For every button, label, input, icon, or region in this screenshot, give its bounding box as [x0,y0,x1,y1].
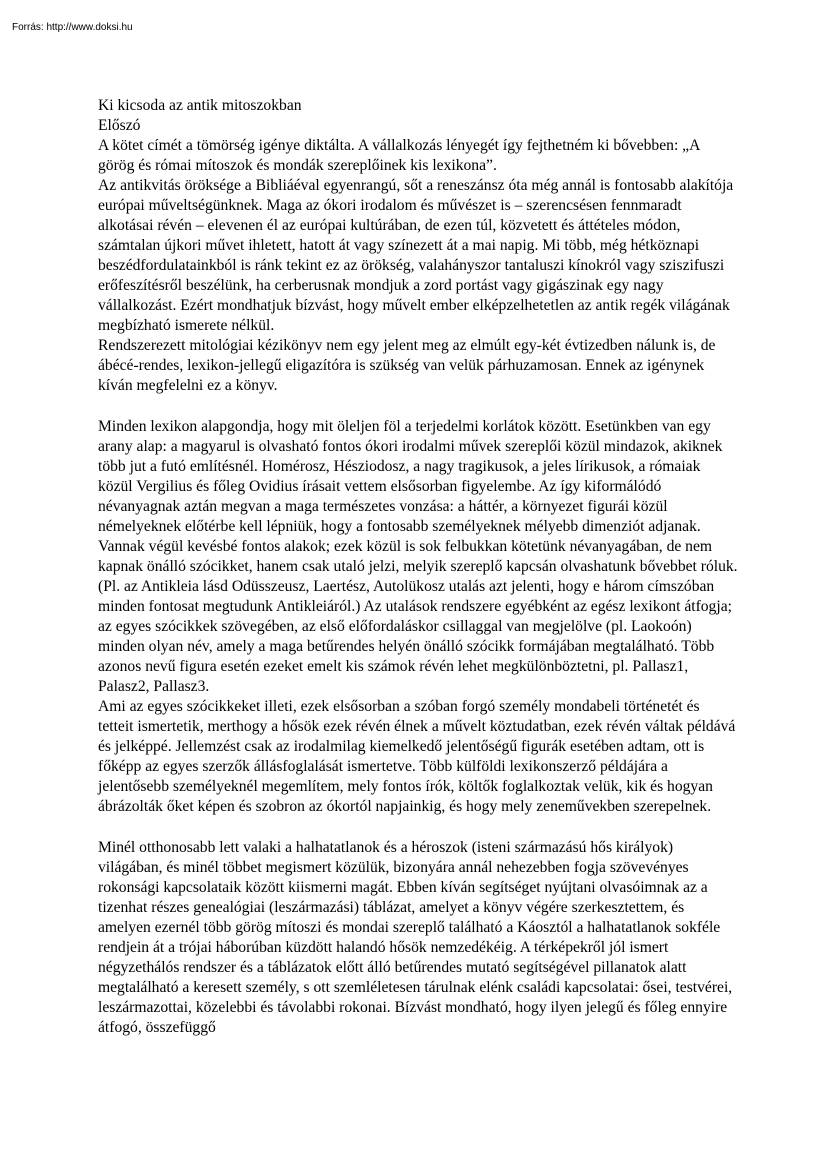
paragraph-3: Rendszerezett mitológiai kézikönyv nem egy jelent meg az elmúlt egy-két évtizedben nálunk is, de ábécé-rendes, lexikon-jellegű eligazítóra is szükség van velük párhuzamosan. Ennek az igénynek kíván megfelelni ez a könyv. [98,337,716,394]
source-link: Forrás: http://www.doksi.hu [12,22,133,33]
paragraph-2: Az antikvitás öröksége a Bibliáéval egyenrangú, sőt a reneszánsz óta még annál is fontosabb alakítója európai műveltségünknek. Maga az ókori irodalom és művészet is – szerencsésen fennmaradt alkotásai révén – elevenen él az európai kultúrában, de ezen túl, közvetett és áttételes módon, számtalan újkori művet ihletett, hatott át vagy színezett át a mai napig. Mi több, még hétköznapi beszédfordulatainkból is ránk tekint ez az örökség, valahányszor tantaluszi kínokról vagy sziszifuszi erőfeszítésről beszélünk, ha cerberusnak mondjuk a zord portást vagy gigászinak egy nagy vállalkozást. Ezért mondhatjuk bízvást, hogy művelt ember elképzelhetetlen az antik regék világának megbízható ismerete nélkül. [98,177,734,334]
paragraph-4: Minden lexikon alapgondja, hogy mit öleljen föl a terjedelmi korlátok között. Esetünkben van egy arany alap: a magyarul is olvasható fontos ókori irodalmi művek szereplői közül mindazok, akiknek több jut a futó említésnél. Homérosz, Hésziodosz, a nagy tragikusok, a jeles lírikusok, a rómaiak közül Vergilius és főleg Ovidius írásait vettem elsősorban figyelembe. Az így kiformálódó névanyagnak aztán megvan a maga természetes vonzása: a háttér, a környezet figurái közül némelyeknek előtérbe kell lépniük, hogy a fontosabb személyeknek mélyebb dimenziót adjanak. Vannak végül kevésbé fontos alakok; ezek közül is sok felbukkan kötetünk névanyagában, de nem kapnak önálló szócikket, hanem csak utaló jelzi, melyik szereplő kapcsán olvashatunk bővebbet róluk. (Pl. az Antikleia lásd Odüsszeusz, Laertész, Autolükosz utalás azt jelenti, hogy e három címszóban minden fontosat megtudunk Antikleiáról.) Az utalások rendszere egyébként az egész lexikont átfogja; az egyes szócikkek szövegében, az első előfordaláskor csillaggal van megjelölve (pl. Laokoón) minden olyan név, amely a maga betűrendes helyén önálló szócikk formájában megtalálható. Több azonos nevű figura esetén ezeket emelt kis számok révén lehet megkülönböztetni, pl. Pallasz1, Palasz2, Pallasz3. [98,418,738,695]
document-title: Ki kicsoda az antik mitoszokban [98,97,302,114]
paragraph-gap [98,817,738,838]
paragraph-1: A kötet címét a tömörség igénye diktálta. A vállalkozás lényegét így fejthetném ki bővebben: „A görög és római mítoszok és mondák szereplőinek kis lexikona”. [98,137,700,174]
paragraph-6: Minél otthonosabb lett valaki a halhatatlanok és a héroszok (isteni származású hős királyok) világában, és minél többet megismert közülük, bizonyára annál nehezebben fogja szövevényes rokonsági kapcsolataik között kiismerni magát. Ebben kíván segítséget nyújtani olvasóimnak az a tizenhat részes genealógiai (leszármazási) táblázat, amelyet a könyv végére szerkesztettem, és amelyen ezernél több görög mítoszi és mondai szereplő található a Káosztól a halhatatlanok sokféle rendjein át a trójai háborúban küzdött halandó hősök nemzedékéig. A térképekről jól ismert négyzethálós rendszer és a táblázatok előtt álló betűrendes mutató segítségével pillanatok alatt megtalálható a keresett személy, s ott szemléletesen tárulnak elénk családi kapcsolatai: ősei, testvérei, leszármazottai, közelebbi és távolabbi rokonai. Bízvást mondható, hogy ilyen jelegű és főleg ennyire átfogó, összefüggő [98,839,733,1036]
document-body [98,96,738,1038]
section-heading: Előszó [98,117,141,134]
paragraph-5: Ami az egyes szócikkeket illeti, ezek elsősorban a szóban forgó személy mondabeli történetét és tetteit ismertetik, merthogy a hősök ezek révén élnek a művelt köztudatban, ezek révén váltak példává és jelképpé. Jellemzést csak az irodalmilag kiemelkedő jelentőségű figurák esetében adtam, ott is főképp az egyes szerzők állásfoglalását ismertetve. Több külföldi lexikonszerző példájára a jelentősebb személyeknél megemlítem, mely fontos írók, költők foglalkoztak velük, kik és hogyan ábrázolták őket képen és szobron az ókortól napjainkig, és hogy mely zeneművekben szerepelnek. [98,698,736,815]
paragraph-gap [98,396,738,417]
